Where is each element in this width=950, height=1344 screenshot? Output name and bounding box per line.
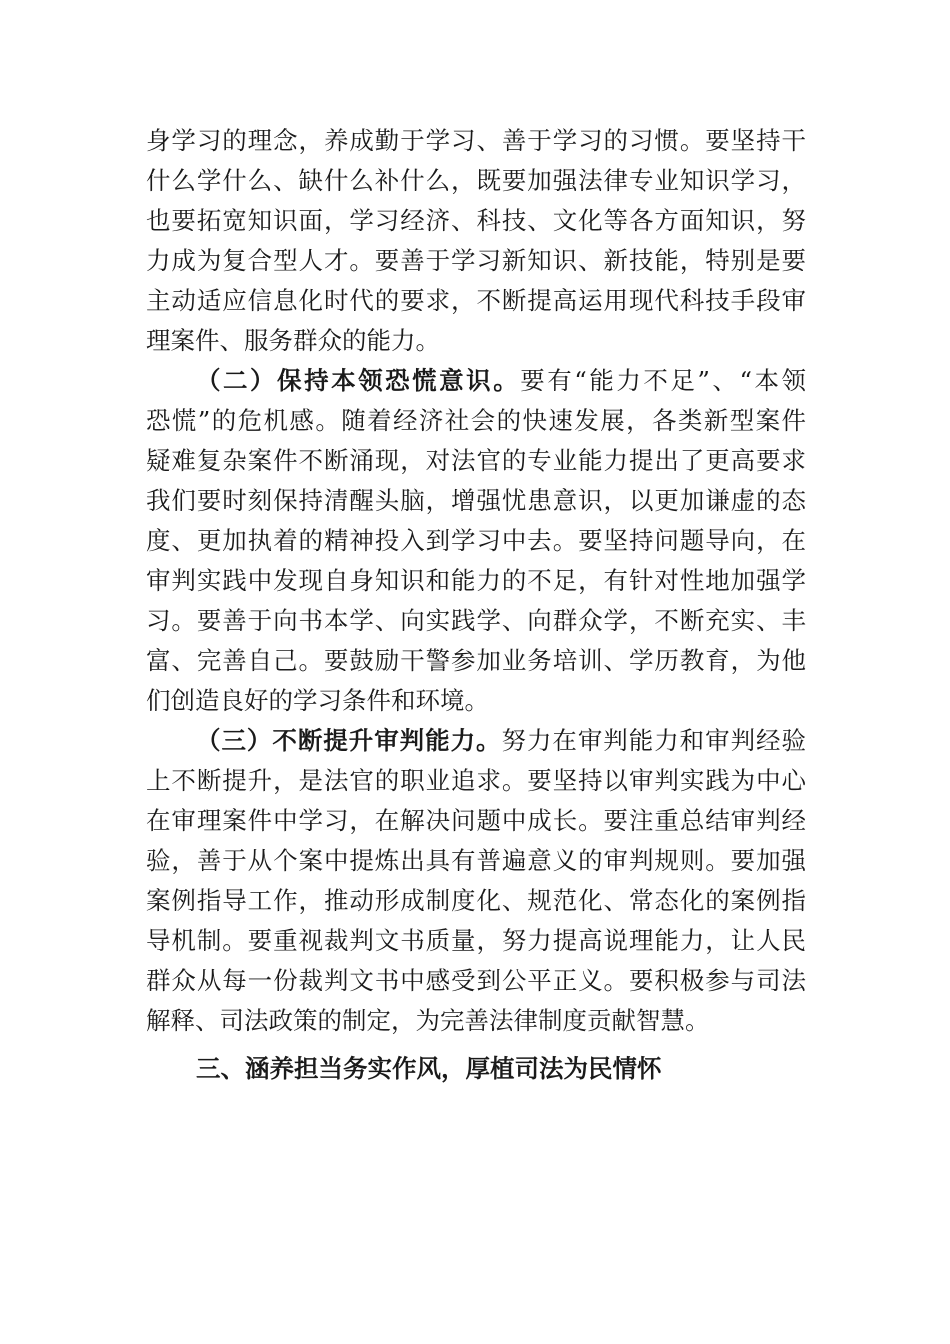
paragraph1-line-6: 理案件、服务群众的能力。 — [146, 326, 440, 355]
paragraph1-line-4: 力成为复合型人才。要善于学习新知识、新技能，特别是要 — [146, 246, 806, 275]
paragraph3-first-line — [196, 721, 806, 761]
paragraph3-first-line-text: 努力在审判能力和审判经验 — [501, 726, 807, 755]
paragraph2-heading: （二）保持本领恐慌意识。 — [196, 366, 521, 395]
paragraph2-first-line-text: 要有“能力不足”、“本领 — [520, 366, 807, 395]
paragraph2-line-2: 恐慌”的危机感。随着经济社会的快速发展，各类新型案件 — [146, 406, 806, 435]
paragraph3-line-8: 解释、司法政策的制定，为完善法律制度贡献智慧。 — [146, 1006, 710, 1035]
section-heading: 三、涵养担当务实作风，厚植司法为民情怀 — [196, 1054, 662, 1083]
paragraph2-line-9: 们创造良好的学习条件和环境。 — [146, 686, 489, 715]
paragraph2-line-5: 度、更加执着的精神投入到学习中去。要坚持问题导向，在 — [146, 526, 806, 555]
paragraph2-line-3: 疑难复杂案件不断涌现，对法官的专业能力提出了更高要求 — [146, 446, 806, 475]
paragraph1-line-1: 身学习的理念，养成勤于学习、善于学习的习惯。要坚持干 — [146, 126, 806, 155]
paragraph3-line-2: 上不断提升，是法官的职业追求。要坚持以审判实践为中心 — [146, 766, 806, 795]
paragraph3-line-6: 导机制。要重视裁判文书质量，努力提高说理能力，让人民 — [146, 926, 806, 955]
paragraph2-line-4: 我们要时刻保持清醒头脑，增强忧患意识，以更加谦虚的态 — [146, 486, 806, 515]
paragraph3-line-5: 案例指导工作，推动形成制度化、规范化、常态化的案例指 — [146, 886, 806, 915]
paragraph1-line-5: 主动适应信息化时代的要求，不断提高运用现代科技手段审 — [146, 286, 806, 315]
paragraph1-line-3: 也要拓宽知识面，学习经济、科技、文化等各方面知识，努 — [146, 206, 806, 235]
paragraph2-first-line — [196, 361, 806, 401]
paragraph3-line-3: 在审理案件中学习，在解决问题中成长。要注重总结审判经 — [146, 806, 806, 835]
paragraph3-line-7: 群众从每一份裁判文书中感受到公平正义。要积极参与司法 — [146, 966, 806, 995]
paragraph3-heading: （三）不断提升审判能力。 — [196, 726, 502, 755]
paragraph2-line-7: 习。要善于向书本学、向实践学、向群众学，不断充实、丰 — [146, 606, 806, 635]
paragraph1-line-2: 什么学什么、缺什么补什么，既要加强法律专业知识学习， — [146, 166, 806, 195]
paragraph2-line-8: 富、完善自己。要鼓励干警参加业务培训、学历教育，为他 — [146, 646, 806, 675]
paragraph3-line-4: 验，善于从个案中提炼出具有普遍意义的审判规则。要加强 — [146, 846, 806, 875]
paragraph2-line-6: 审判实践中发现自身知识和能力的不足，有针对性地加强学 — [146, 566, 806, 595]
